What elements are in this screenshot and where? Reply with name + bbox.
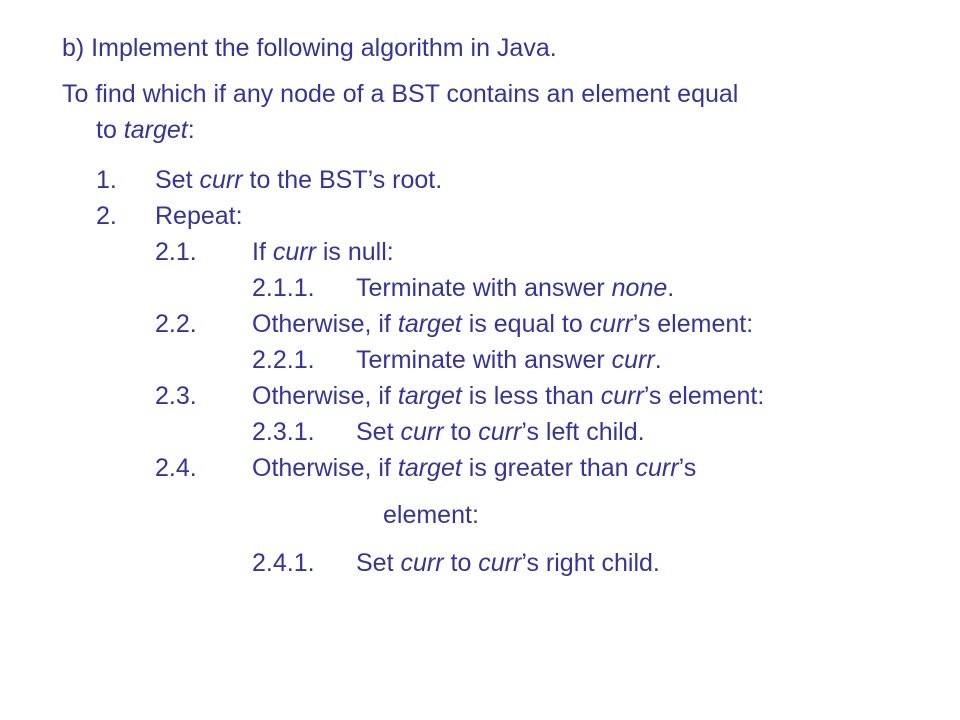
italic-term: curr (600, 382, 644, 410)
italic-term: curr (478, 418, 522, 446)
italic-term: curr (589, 310, 633, 338)
step-2-2-text: Otherwise, if target is equal to curr’s element: (252, 310, 754, 338)
step-2-4-continuation: element: (383, 501, 479, 529)
step-2-text: Repeat: (155, 202, 243, 230)
step-2-2-1-number: 2.2.1. (252, 346, 315, 374)
italic-term: curr (635, 454, 679, 482)
intro-line-2: to target: (96, 116, 195, 144)
italic-term: curr (272, 238, 316, 266)
step-1-text: Set curr to the BST’s root. (155, 166, 443, 194)
step-2-3-text: Otherwise, if target is less than curr’s element: (252, 382, 765, 410)
italic-term: curr (611, 346, 655, 374)
italic-term: target (123, 116, 188, 144)
italic-term: target (397, 382, 462, 410)
step-2-2-number: 2.2. (155, 310, 197, 338)
step-2-3-1-number: 2.3.1. (252, 418, 315, 446)
step-2-4-1-number: 2.4.1. (252, 549, 315, 577)
step-2-3-number: 2.3. (155, 382, 197, 410)
italic-term: curr (199, 166, 243, 194)
italic-term: curr (400, 549, 444, 577)
step-2-4-number: 2.4. (155, 454, 197, 482)
step-2-4-1-text: Set curr to curr’s right child. (356, 549, 660, 577)
italic-term: curr (400, 418, 444, 446)
step-2-1-text: If curr is null: (252, 238, 394, 266)
step-2-4-text: Otherwise, if target is greater than curr’s (252, 454, 697, 482)
italic-term: curr (478, 549, 522, 577)
step-2-1-number: 2.1. (155, 238, 197, 266)
step-2-1-1-text: Terminate with answer none. (356, 274, 675, 302)
step-2-number: 2. (96, 202, 117, 230)
intro-line-1: To find which if any node of a BST contains an element equal (62, 80, 739, 108)
italic-term: target (397, 454, 462, 482)
step-2-1-1-number: 2.1.1. (252, 274, 315, 302)
italic-term: target (397, 310, 462, 338)
italic-term: none (611, 274, 668, 302)
slide-heading: b) Implement the following algorithm in Java. (62, 34, 557, 62)
step-1-number: 1. (96, 166, 117, 194)
step-2-2-1-text: Terminate with answer curr. (356, 346, 662, 374)
step-2-3-1-text: Set curr to curr’s left child. (356, 418, 645, 446)
